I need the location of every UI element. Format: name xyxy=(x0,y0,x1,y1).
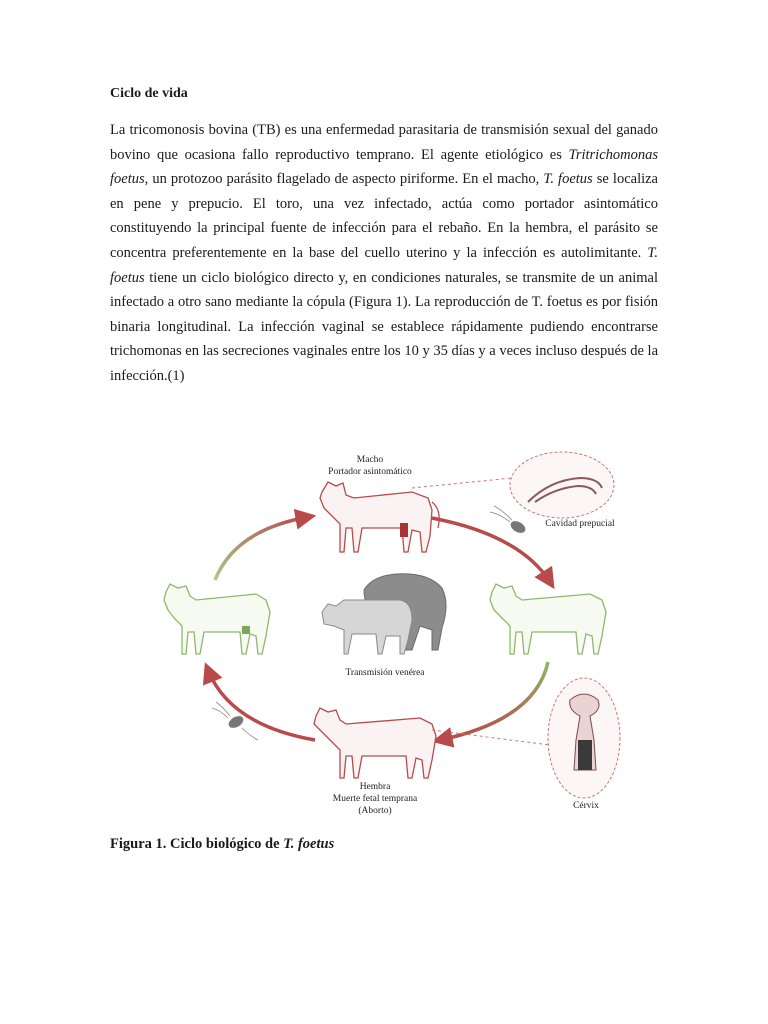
infected-bull xyxy=(320,482,439,552)
paragraph-species-name: Tritrichomonas foetus xyxy=(110,146,658,188)
label-portador: Portador asintomático xyxy=(328,467,412,477)
label-cervix: Cérvix xyxy=(573,801,599,811)
label-aborto: (Aborto) xyxy=(358,806,392,816)
mating-pair xyxy=(322,574,446,654)
body-paragraph xyxy=(110,118,658,389)
arrow-bull-to-healthy-cow xyxy=(432,518,550,582)
life-cycle-figure xyxy=(150,440,630,830)
label-hembra: Hembra xyxy=(359,782,391,792)
paragraph-text-1: La tricomonosis bovina (TB) es una enfermedad parasitaria de transmisión sexual del ganado bovino que ocasiona fallo reproductivo temprano. El agente etiológico es xyxy=(110,122,658,163)
label-macho: Macho xyxy=(356,455,384,465)
infected-cow xyxy=(314,708,436,778)
protozoa-top xyxy=(490,506,527,535)
prepuce-callout-line xyxy=(412,478,512,488)
paragraph-species-short-2: T. foetus xyxy=(110,244,658,286)
label-transmision-venerea: Transmisión venérea xyxy=(345,668,425,678)
section-heading: Ciclo de vida xyxy=(110,86,188,101)
label-muerte-fetal: Muerte fetal temprana xyxy=(332,794,418,804)
paragraph-text-2: , un protozoo parásito flagelado de aspecto piriforme. En el macho, xyxy=(144,171,544,188)
healthy-bull xyxy=(164,584,270,654)
paragraph-text-4: tiene un ciclo biológico directo y, en condiciones naturales, se transmite de un animal infectado a otro sano mediante la cópula (Figura 1). La reproducción de T. foetus es por fisión binaria longitudinal. La infección vaginal se establece rápidamente pudiendo encontrarse trichomonas en las secreciones vaginales entre los 10 y 35 días y a veces incluso después de la infección.(1) xyxy=(110,269,659,384)
paragraph-text-3: se localiza en pene y prepucio. El toro, una vez infectado, actúa como portador asintomático constituyendo la principal fuente de infección para el rebaño. En la hembra, el parásito se concentra preferentemente en la base del cuello uterino y la infección es autolimitante. xyxy=(110,171,658,261)
arrow-infected-cow-to-healthy-bull xyxy=(208,670,315,740)
bull-infection-site xyxy=(400,523,408,537)
caption-prefix: Figura 1. Ciclo biológico de xyxy=(110,836,284,852)
figure-caption xyxy=(110,836,334,853)
caption-species: T. foetus xyxy=(283,836,335,852)
healthy-bull-prepuce xyxy=(242,626,250,634)
paragraph-species-short-1: T. foetus xyxy=(543,171,593,188)
label-cavidad-prepucial: Cavidad prepucial xyxy=(545,519,615,529)
healthy-cow xyxy=(490,584,606,654)
arrow-healthy-bull-to-infected-bull xyxy=(215,517,308,580)
arrow-healthy-cow-to-infected-cow xyxy=(440,662,548,740)
life-cycle-diagram xyxy=(150,440,630,830)
prepuce-zoom-ellipse xyxy=(510,452,614,518)
